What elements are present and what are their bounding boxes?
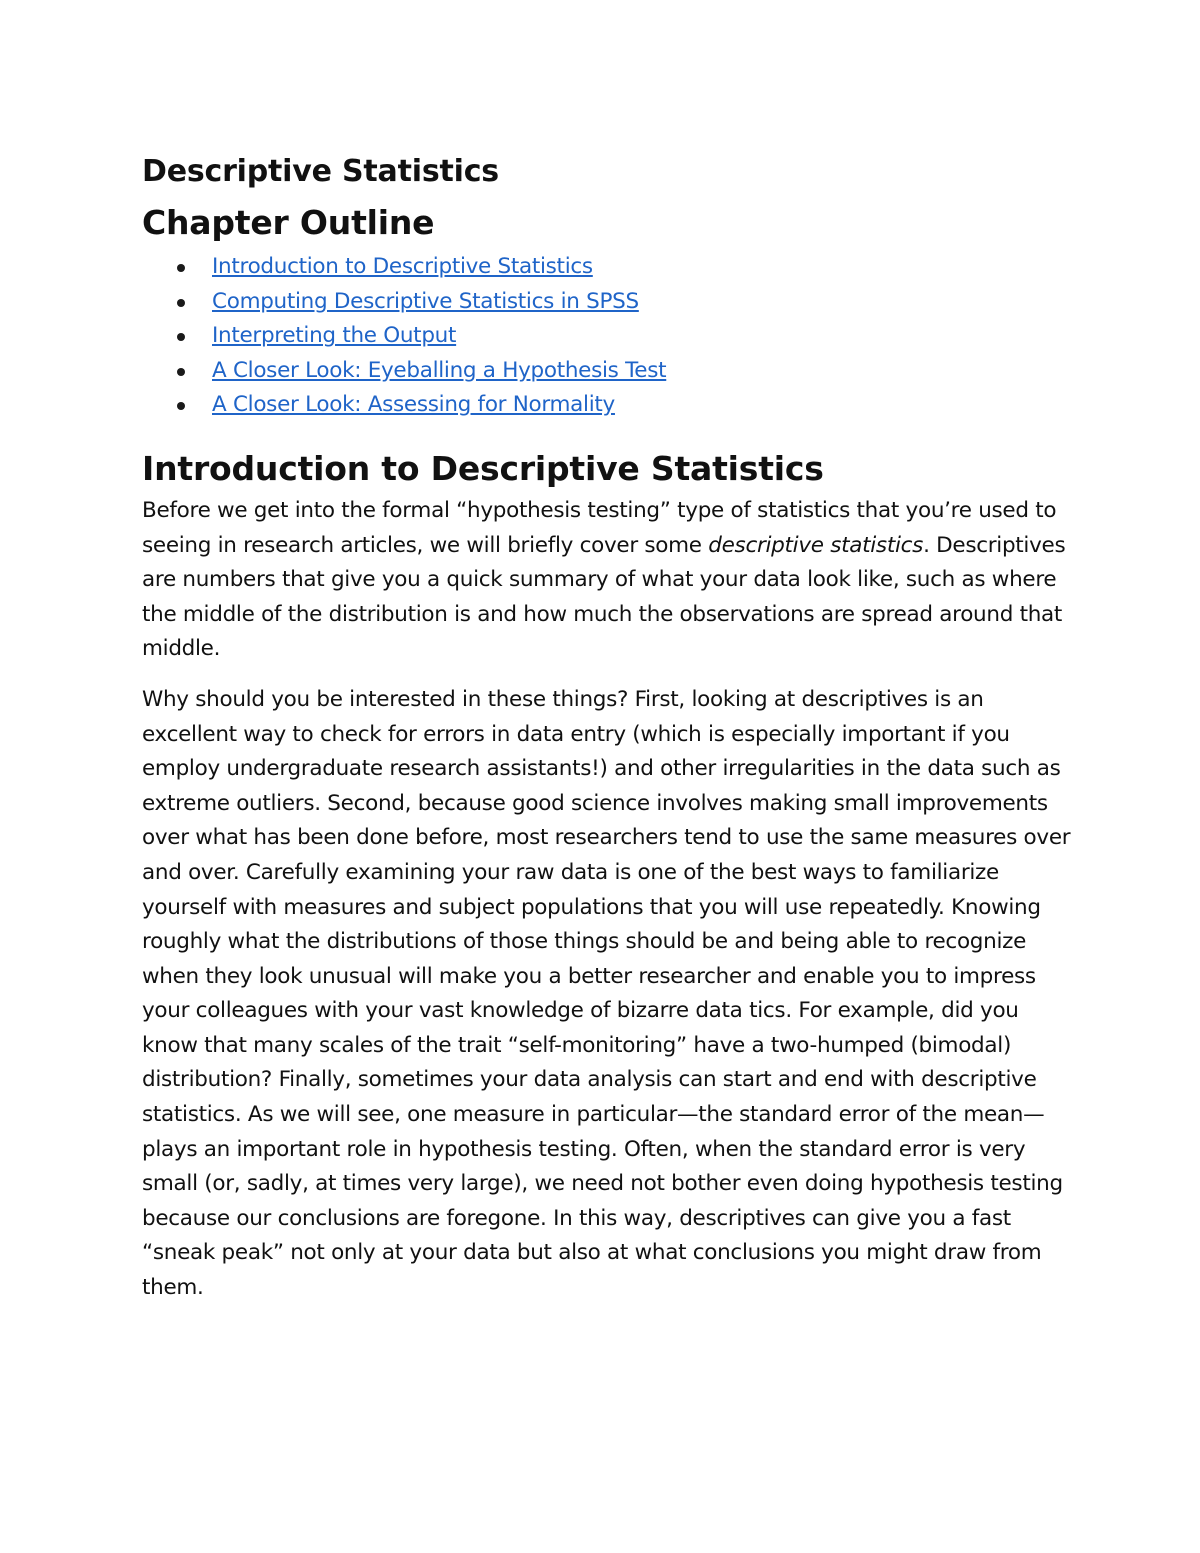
bullet-icon bbox=[177, 402, 185, 410]
outline-item bbox=[142, 319, 1072, 354]
paragraph-intro-text-2: . Descriptives are numbers that give you a quick summary of what your data look like, such as where the middle of the distribution is and how much the observations are spread around that middle. bbox=[142, 532, 1066, 662]
paragraph-intro bbox=[142, 494, 1072, 667]
bullet-icon bbox=[177, 333, 185, 341]
document-page bbox=[142, 140, 1072, 1306]
paragraph-why: Why should you be interested in these things? First, looking at descriptives is an excellent way to check for errors in data entry (which is especially important if you employ undergraduate research assistants!) and other irregularities in the data such as extreme outliers. Second, because good science involves making small improvements over what has been done before, most researchers tend to use the same measures over and over. Carefully examining your raw data is one of the best ways to familiarize yourself with measures and subject populations that you will use repeatedly. Knowing roughly what the distributions of those things should be and being able to recognize when they look unusual will make you a better researcher and enable you to impress your colleagues with your vast knowledge of bizarre data tics. For example, did you know that many scales of the trait “self-monitoring” have a two-humped (bimodal) distribution? Finally, sometimes your data analysis can start and end with descriptive statistics. As we will see, one measure in particular—the standard error of the mean—plays an important role in hypothesis testing. Often, when the standard error is very small (or, sadly, at times very large), we need not bother even doing hypothesis testing because our conclusions are foregone. In this way, descriptives can give you a fast “sneak peak” not only at your data but also at what conclusions you might draw from them. bbox=[142, 686, 1071, 1301]
paragraph-intro-text-1: Before we get into the formal “hypothesis testing” type of statistics that you’re used to seeing in research articles, we will briefly cover some bbox=[142, 497, 1057, 558]
bullet-icon bbox=[177, 264, 185, 272]
outline-item bbox=[142, 388, 1072, 423]
outline-item bbox=[142, 354, 1072, 389]
bullet-icon bbox=[177, 299, 185, 307]
document-title: Descriptive Statistics bbox=[142, 154, 499, 189]
outline-link-introduction[interactable]: Introduction to Descriptive Statistics bbox=[212, 254, 593, 279]
outline-item bbox=[142, 250, 1072, 285]
bullet-icon bbox=[177, 368, 185, 376]
paragraph-intro-emphasis: descriptive statistics bbox=[708, 532, 924, 558]
chapter-outline-list bbox=[142, 250, 1072, 423]
outline-item bbox=[142, 285, 1072, 320]
outline-link-assessing-normality[interactable]: A Closer Look: Assessing for Normality bbox=[212, 392, 615, 418]
outline-link-computing-spss[interactable]: Computing Descriptive Statistics in SPSS bbox=[212, 288, 639, 314]
chapter-outline-heading: Chapter Outline bbox=[142, 203, 435, 242]
outline-link-eyeballing-hypothesis[interactable]: A Closer Look: Eyeballing a Hypothesis Test bbox=[212, 357, 667, 383]
section-heading-introduction: Introduction to Descriptive Statistics bbox=[142, 448, 824, 488]
outline-link-interpreting-output[interactable]: Interpreting the Output bbox=[212, 323, 457, 349]
